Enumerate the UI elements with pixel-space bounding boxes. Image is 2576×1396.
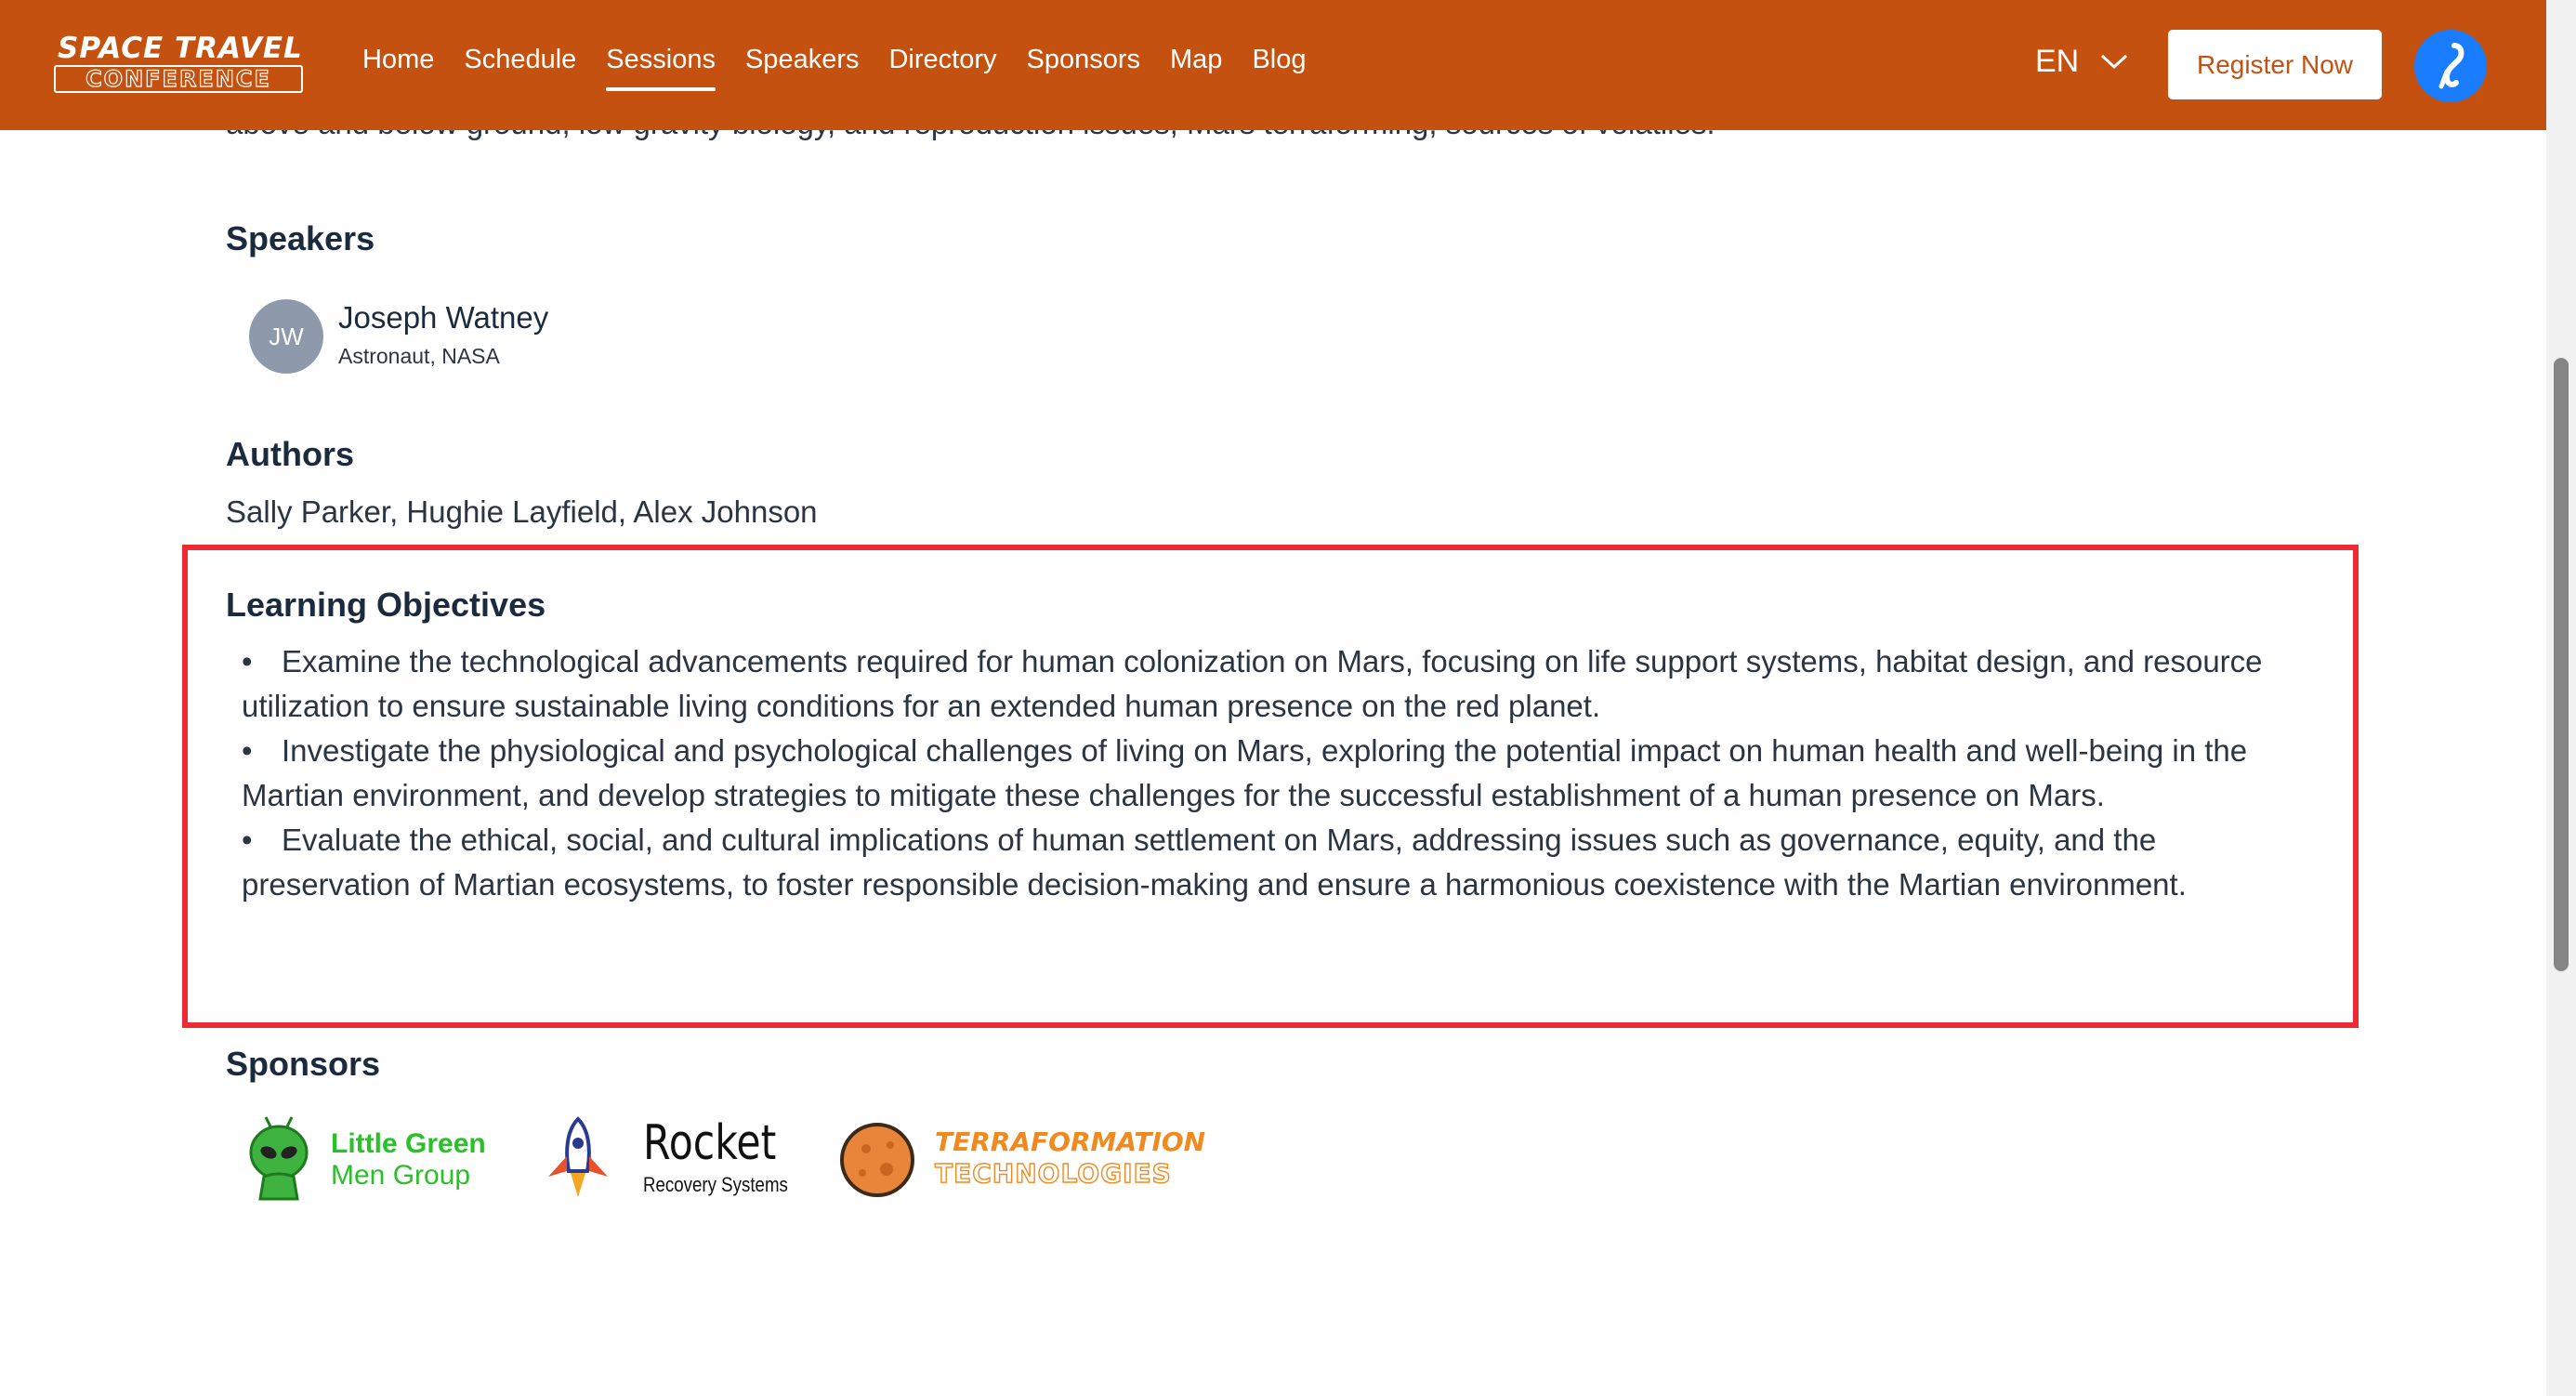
- language-selector[interactable]: [2035, 43, 2129, 80]
- authors-list: Sally Parker, Hughie Layfield, Alex Johnson: [226, 494, 818, 529]
- user-brand-icon: [2430, 40, 2471, 92]
- sponsors-heading: Sponsors: [226, 1045, 381, 1083]
- objective-item: • Investigate the physiological and psychological challenges of living on Mars, exploring the potential impact on human health and well-being in the Martian environment, and develop strategies to mitigate these challenges for the successful establishment of a human presence on Mars.: [242, 733, 2248, 812]
- top-navigation-bar: [0, 0, 2546, 130]
- nav-map[interactable]: Map: [1170, 45, 1223, 74]
- speaker-role: Astronaut, NASA: [338, 344, 500, 368]
- learning-objectives-list: [242, 639, 2323, 907]
- register-now-button[interactable]: Register Now: [2168, 30, 2382, 99]
- authors-heading: Authors: [226, 435, 354, 473]
- planet-logo-icon: [838, 1121, 916, 1199]
- nav-sponsors[interactable]: Sponsors: [1026, 45, 1141, 74]
- nav-blog[interactable]: Blog: [1252, 45, 1307, 74]
- sponsor-rocket-recovery-systems[interactable]: Rocket Recovery Systems: [539, 1115, 799, 1203]
- nav-schedule[interactable]: Schedule: [464, 45, 577, 74]
- language-label: EN: [2035, 44, 2080, 79]
- nav-home[interactable]: Home: [362, 45, 435, 74]
- nav-directory[interactable]: Directory: [888, 45, 997, 74]
- main-nav: [362, 41, 1306, 78]
- chevron-down-icon: [2099, 52, 2129, 71]
- nav-sessions[interactable]: Sessions: [606, 41, 716, 78]
- alien-logo-icon: [245, 1115, 312, 1201]
- rocket-logo-icon: [539, 1115, 617, 1201]
- objective-item: • Evaluate the ethical, social, and cultural implications of human settlement on Mars, addressing issues such as governance, equity, and the preservation of Martian ecosystems, to foster responsible decision-making and ensure a harmonious coexistence with the Martian environment.: [242, 823, 2187, 902]
- speaker-name[interactable]: Joseph Watney: [338, 300, 549, 335]
- objective-item: • Examine the technological advancements required for human colonization on Mars, focusing on life support systems, habitat design, and resource utilization to ensure sustainable living conditions for an extended human presence on the red planet.: [242, 644, 2263, 723]
- speakers-heading: Speakers: [226, 219, 375, 257]
- conference-logo[interactable]: SPACE TRAVEL CONFERENCE: [54, 32, 307, 99]
- learning-objectives-heading: Learning Objectives: [226, 586, 546, 624]
- sponsor-little-green-men-group[interactable]: Little Green Men Group: [245, 1115, 496, 1203]
- sponsor-terraformation-technologies[interactable]: TERRAFORMATION TECHNOLOGIES: [838, 1121, 1201, 1199]
- scrollbar-thumb[interactable]: [2554, 358, 2569, 971]
- nav-speakers[interactable]: Speakers: [744, 45, 860, 74]
- user-profile-button[interactable]: [2414, 30, 2487, 102]
- speaker-avatar[interactable]: JW: [249, 299, 323, 374]
